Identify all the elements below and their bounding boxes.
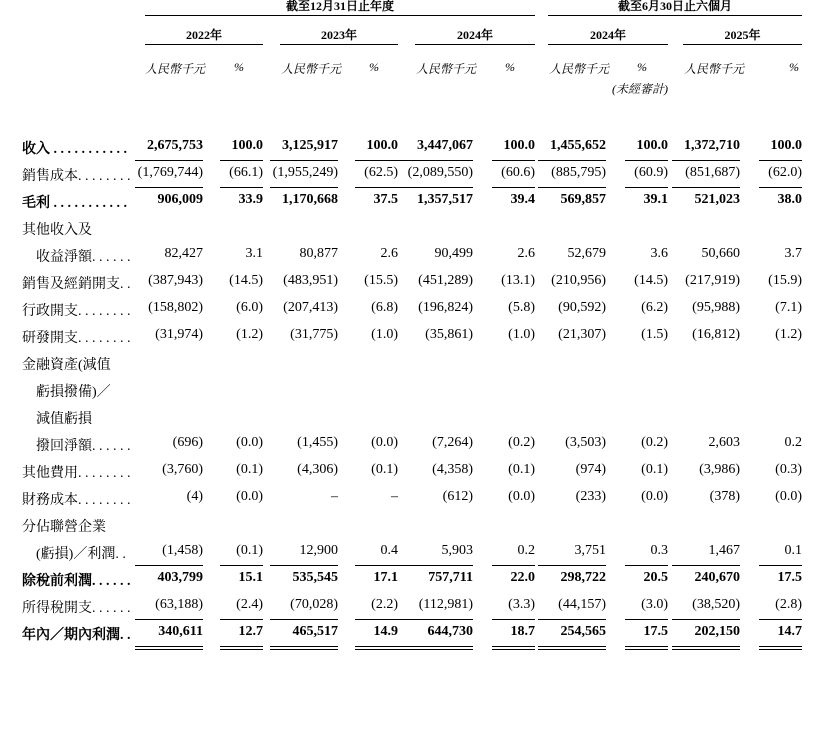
double-underline: [672, 646, 740, 650]
table-cell: (1.0): [371, 327, 398, 342]
table-cell: (6.2): [641, 300, 668, 315]
table-cell: (5.8): [508, 300, 535, 315]
table-cell: 15.1: [238, 570, 263, 585]
underline: [135, 160, 203, 161]
row-label: 銷售成本. . . . . . . .: [22, 169, 131, 184]
table-cell: 1,467: [708, 543, 740, 558]
table-cell: (2.8): [775, 597, 802, 612]
table-cell: (6.8): [371, 300, 398, 315]
table-cell: (158,802): [148, 300, 203, 315]
underline: [492, 160, 535, 161]
period-header-interim: 截至6月30日止六個月: [617, 0, 732, 13]
row-label: 金融資產(減值: [22, 358, 111, 373]
table-cell: 12.7: [238, 624, 263, 639]
table-cell: (0.0): [236, 489, 263, 504]
table-cell: (451,289): [418, 273, 473, 288]
table-cell: (2.4): [236, 597, 263, 612]
table-cell: (70,028): [290, 597, 338, 612]
table-cell: 240,670: [694, 570, 740, 585]
row-label: 撥回淨額. . . . . .: [22, 439, 131, 454]
table-cell: (44,157): [558, 597, 606, 612]
table-cell: (974): [575, 462, 606, 477]
table-cell: (696): [172, 435, 203, 450]
period-rule-annual: [145, 15, 535, 16]
table-cell: 298,722: [560, 570, 606, 585]
double-underline: [270, 646, 338, 650]
underline: [135, 187, 203, 188]
table-cell: 50,660: [701, 246, 740, 261]
row-label: 財務成本. . . . . . . .: [22, 493, 131, 508]
table-cell: (4): [186, 489, 203, 504]
underline: [220, 160, 263, 161]
year-header: 2024年: [456, 28, 493, 42]
table-cell: (35,861): [425, 327, 473, 342]
table-cell: 17.1: [373, 570, 398, 585]
table-cell: (612): [442, 489, 473, 504]
table-cell: 2.6: [517, 246, 535, 261]
table-cell: 80,877: [299, 246, 338, 261]
table-cell: 521,023: [694, 192, 740, 207]
table-cell: 1,170,668: [282, 192, 338, 207]
underline: [625, 160, 668, 161]
table-cell: (0.1): [236, 543, 263, 558]
unit-amount: 人民幣千元: [548, 62, 609, 76]
year-header: 2022年: [185, 28, 222, 42]
table-cell: (0.2): [508, 435, 535, 450]
table-cell: (387,943): [148, 273, 203, 288]
underline: [395, 160, 473, 161]
table-cell: (1,955,249): [272, 165, 338, 180]
table-cell: (95,988): [692, 300, 740, 315]
table-cell: 0.1: [784, 543, 802, 558]
underline: [355, 619, 398, 620]
underline: [492, 187, 535, 188]
table-cell: (3.0): [641, 597, 668, 612]
table-cell: (90,592): [558, 300, 606, 315]
double-underline: [395, 646, 473, 650]
underline: [538, 160, 606, 161]
row-label: 其他收入及: [22, 223, 92, 238]
table-cell: (0.0): [775, 489, 802, 504]
year-header: 2023年: [320, 28, 357, 42]
table-cell: (16,812): [692, 327, 740, 342]
table-cell: 3,125,917: [282, 138, 338, 153]
table-cell: (7.1): [775, 300, 802, 315]
table-cell: 39.1: [643, 192, 668, 207]
underline: [759, 565, 802, 566]
table-cell: (0.0): [371, 435, 398, 450]
unit-amount: 人民幣千元: [144, 62, 205, 76]
underline: [270, 619, 338, 620]
table-cell: 100.0: [636, 138, 668, 153]
underline: [135, 619, 203, 620]
table-cell: 100.0: [770, 138, 802, 153]
table-cell: (1,458): [162, 543, 203, 558]
table-cell: (31,775): [290, 327, 338, 342]
table-cell: (2,089,550): [407, 165, 473, 180]
row-label: 收入 . . . . . . . . . . .: [22, 142, 127, 157]
double-underline: [220, 646, 263, 650]
underline: [672, 187, 740, 188]
table-cell: (217,919): [685, 273, 740, 288]
table-cell: (66.1): [229, 165, 263, 180]
underline: [538, 619, 606, 620]
underline: [220, 187, 263, 188]
table-cell: (7,264): [432, 435, 473, 450]
table-cell: 3.1: [245, 246, 263, 261]
table-cell: 2.6: [380, 246, 398, 261]
underline: [492, 619, 535, 620]
unit-amount: 人民幣千元: [683, 62, 744, 76]
double-underline: [492, 646, 535, 650]
row-label: 收益淨額. . . . . .: [22, 250, 131, 265]
row-label: 銷售及經銷開支. .: [22, 277, 131, 292]
row-label: 分佔聯營企業: [22, 520, 106, 535]
table-cell: 340,611: [158, 624, 203, 639]
underline: [625, 619, 668, 620]
table-cell: 3,447,067: [417, 138, 473, 153]
table-cell: 254,565: [560, 624, 606, 639]
period-rule-interim: [548, 15, 802, 16]
table-cell: (31,974): [155, 327, 203, 342]
year-rule: [280, 44, 398, 45]
underline: [355, 160, 398, 161]
unit-pct: %: [369, 60, 379, 74]
table-cell: (14.5): [229, 273, 263, 288]
table-cell: (378): [709, 489, 740, 504]
table-cell: (1.2): [775, 327, 802, 342]
underline: [759, 619, 802, 620]
table-cell: (112,981): [418, 597, 473, 612]
table-cell: (0.0): [641, 489, 668, 504]
double-underline: [135, 646, 203, 650]
underline: [672, 619, 740, 620]
underline: [625, 565, 668, 566]
table-cell: (2.2): [371, 597, 398, 612]
table-cell: –: [331, 489, 338, 504]
underline: [672, 565, 740, 566]
table-cell: 5,903: [441, 543, 473, 558]
double-underline: [538, 646, 606, 650]
table-cell: (885,795): [551, 165, 606, 180]
table-cell: (0.2): [641, 435, 668, 450]
underline: [672, 160, 740, 161]
table-cell: 100.0: [231, 138, 263, 153]
period-header-annual: 截至12月31日止年度: [285, 0, 394, 13]
underline: [270, 187, 338, 188]
table-cell: 569,857: [560, 192, 606, 207]
table-cell: (3,760): [162, 462, 203, 477]
table-cell: (3.3): [508, 597, 535, 612]
table-cell: (4,306): [297, 462, 338, 477]
table-cell: 403,799: [157, 570, 203, 585]
table-cell: 22.0: [510, 570, 535, 585]
table-cell: 3,751: [574, 543, 606, 558]
table-cell: (4,358): [432, 462, 473, 477]
unit-pct: %: [789, 60, 799, 74]
underline: [625, 187, 668, 188]
underline: [759, 187, 802, 188]
row-label: 減值虧損: [22, 412, 92, 427]
year-rule: [415, 44, 535, 45]
underline: [220, 565, 263, 566]
unit-amount: 人民幣千元: [280, 62, 341, 76]
table-cell: 535,545: [292, 570, 338, 585]
table-cell: (233): [575, 489, 606, 504]
table-cell: 14.9: [373, 624, 398, 639]
underline: [538, 565, 606, 566]
double-underline: [355, 646, 398, 650]
underline: [759, 160, 802, 161]
table-cell: 757,711: [428, 570, 473, 585]
table-cell: 0.2: [517, 543, 535, 558]
table-cell: (60.6): [501, 165, 535, 180]
table-cell: 37.5: [373, 192, 398, 207]
table-cell: (63,188): [155, 597, 203, 612]
table-cell: (1,455): [297, 435, 338, 450]
table-cell: 0.4: [380, 543, 398, 558]
table-cell: (3,503): [565, 435, 606, 450]
table-cell: (15.9): [768, 273, 802, 288]
table-cell: (851,687): [685, 165, 740, 180]
table-cell: (1.5): [641, 327, 668, 342]
table-cell: (0.1): [236, 462, 263, 477]
table-cell: 39.4: [510, 192, 535, 207]
table-cell: (3,986): [699, 462, 740, 477]
unit-pct: %: [234, 60, 244, 74]
underline: [538, 187, 606, 188]
year-header: 2024年: [589, 28, 626, 42]
unaudited-note: (未經審計): [612, 82, 668, 96]
underline: [395, 619, 473, 620]
table-cell: (62.0): [768, 165, 802, 180]
table-cell: 906,009: [157, 192, 203, 207]
row-label: 所得稅開支. . . . . .: [22, 601, 131, 616]
table-cell: 100.0: [366, 138, 398, 153]
table-cell: 1,455,652: [550, 138, 606, 153]
table-cell: (1,769,744): [137, 165, 203, 180]
table-cell: (0.1): [508, 462, 535, 477]
underline: [270, 565, 338, 566]
table-cell: 20.5: [643, 570, 668, 585]
table-cell: (6.0): [236, 300, 263, 315]
table-cell: 33.9: [238, 192, 263, 207]
table-cell: 52,679: [567, 246, 606, 261]
table-cell: 644,730: [427, 624, 473, 639]
underline: [395, 565, 473, 566]
table-cell: (0.3): [775, 462, 802, 477]
table-cell: (1.0): [508, 327, 535, 342]
table-cell: 3.6: [650, 246, 668, 261]
table-cell: 17.5: [777, 570, 802, 585]
table-cell: 17.5: [643, 624, 668, 639]
table-cell: (0.1): [371, 462, 398, 477]
table-cell: (15.5): [364, 273, 398, 288]
table-cell: (38,520): [692, 597, 740, 612]
table-cell: 202,150: [694, 624, 740, 639]
table-cell: (62.5): [364, 165, 398, 180]
row-label: 其他費用. . . . . . . .: [22, 466, 131, 481]
table-cell: 2,603: [708, 435, 740, 450]
row-label: 除稅前利潤. . . . . .: [22, 574, 131, 589]
table-cell: 465,517: [292, 624, 338, 639]
row-label: (虧損)／利潤. .: [22, 547, 126, 562]
year-rule: [145, 44, 263, 45]
double-underline: [759, 646, 802, 650]
year-rule: [548, 44, 668, 45]
table-cell: (0.0): [508, 489, 535, 504]
unit-amount: 人民幣千元: [415, 62, 476, 76]
underline: [270, 160, 338, 161]
row-label: 行政開支. . . . . . . .: [22, 304, 131, 319]
table-cell: 0.2: [784, 435, 802, 450]
table-cell: (483,951): [283, 273, 338, 288]
table-cell: 1,357,517: [417, 192, 473, 207]
table-cell: 1,372,710: [684, 138, 740, 153]
table-cell: 12,900: [299, 543, 338, 558]
table-cell: 90,499: [434, 246, 473, 261]
row-label: 年內／期內利潤. .: [22, 628, 131, 643]
unit-pct: %: [505, 60, 515, 74]
table-cell: (14.5): [634, 273, 668, 288]
row-label: 毛利 . . . . . . . . . . .: [22, 196, 127, 211]
table-cell: (21,307): [558, 327, 606, 342]
year-header: 2025年: [724, 28, 761, 42]
row-label: 研發開支. . . . . . . .: [22, 331, 131, 346]
unit-pct: %: [637, 60, 647, 74]
table-cell: (60.9): [634, 165, 668, 180]
underline: [395, 187, 473, 188]
table-cell: 0.3: [650, 543, 668, 558]
table-cell: (0.0): [236, 435, 263, 450]
table-cell: 2,675,753: [147, 138, 203, 153]
table-cell: 3.7: [784, 246, 802, 261]
underline: [355, 187, 398, 188]
table-cell: 38.0: [777, 192, 802, 207]
underline: [355, 565, 398, 566]
row-label: 虧損撥備)／: [22, 385, 111, 400]
year-rule: [683, 44, 802, 45]
table-cell: (13.1): [501, 273, 535, 288]
underline: [220, 619, 263, 620]
table-cell: (1.2): [236, 327, 263, 342]
table-cell: 14.7: [777, 624, 802, 639]
table-cell: 100.0: [503, 138, 535, 153]
table-cell: 82,427: [164, 246, 203, 261]
underline: [492, 565, 535, 566]
table-cell: –: [391, 489, 398, 504]
double-underline: [625, 646, 668, 650]
table-cell: (196,824): [418, 300, 473, 315]
table-cell: (210,956): [551, 273, 606, 288]
table-cell: 18.7: [510, 624, 535, 639]
table-cell: (0.1): [641, 462, 668, 477]
table-cell: (207,413): [283, 300, 338, 315]
underline: [135, 565, 203, 566]
